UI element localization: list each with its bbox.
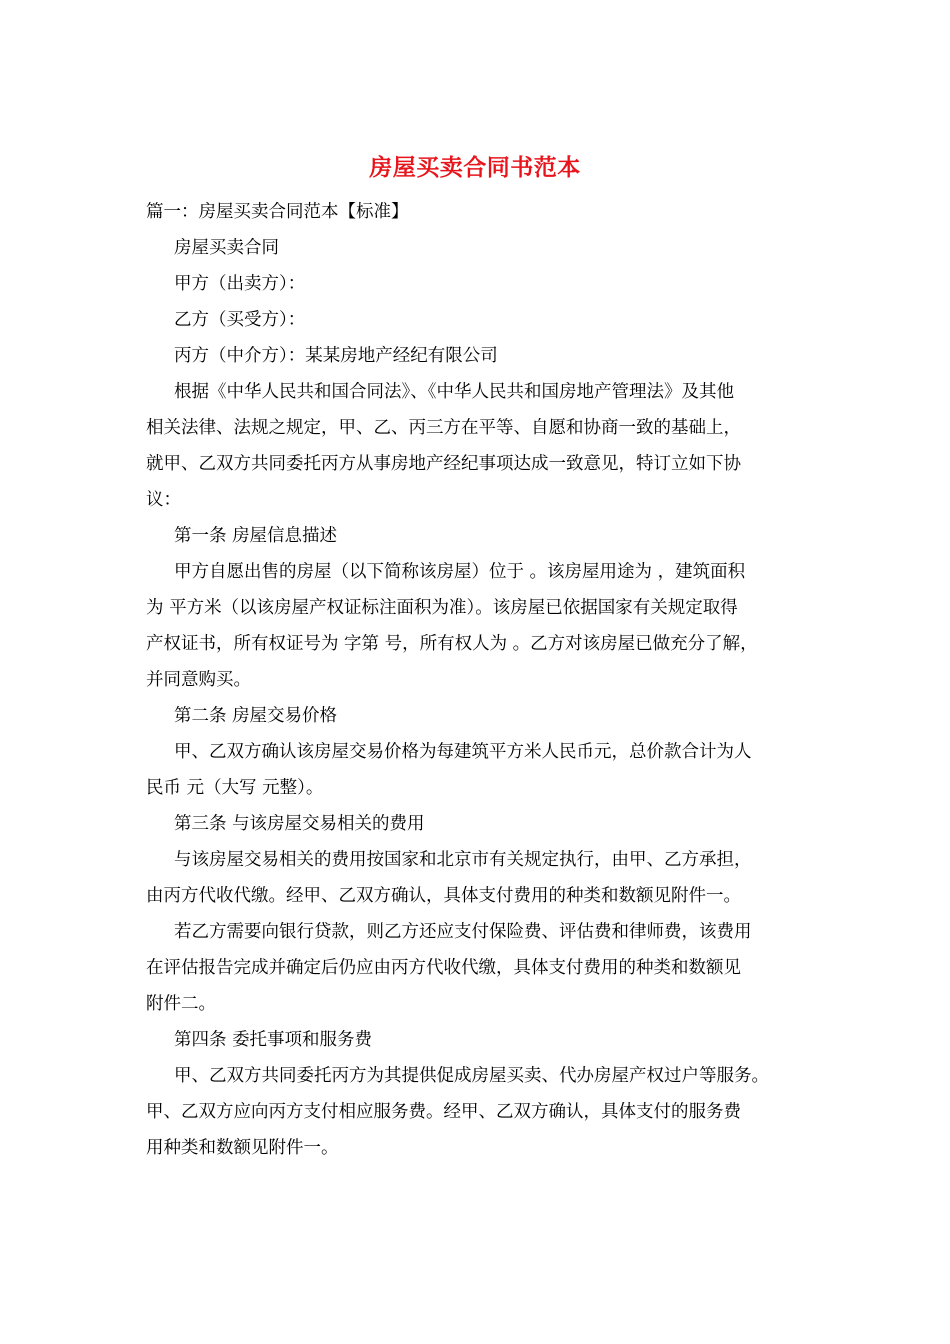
text-line: 并同意购买。 — [146, 670, 251, 690]
text-line: 根据《中华人民共和国合同法》、《中华人民共和国房地产管理法》及其他 — [174, 382, 734, 402]
text-line: 由丙方代收代缴。经甲、乙双方确认，具体支付费用的种类和数额见附件一。 — [146, 886, 741, 906]
text-line: 甲、乙双方共同委托丙方为其提供促成房屋买卖、代办房屋产权过户等服务。 — [174, 1066, 769, 1086]
text-line: 第四条 委托事项和服务费 — [174, 1030, 373, 1050]
text-line: 甲、乙双方应向丙方支付相应服务费。经甲、乙双方确认，具体支付的服务费 — [146, 1102, 741, 1122]
text-line: 民币 元（大写 元整）。 — [146, 778, 324, 798]
text-line: 相关法律、法规之规定，甲、乙、丙三方在平等、自愿和协商一致的基础上， — [146, 418, 741, 438]
text-line: 第二条 房屋交易价格 — [174, 706, 338, 726]
text-line: 附件二。 — [146, 994, 216, 1014]
text-line: 篇一：房屋买卖合同范本【标准】 — [146, 202, 409, 222]
text-line: 第一条 房屋信息描述 — [174, 526, 338, 546]
document-title: 房屋买卖合同书范本 — [369, 154, 581, 181]
text-line: 就甲、乙双方共同委托丙方从事房地产经纪事项达成一致意见，特订立如下协 — [146, 454, 741, 474]
text-line: 为 平方米（以该房屋产权证标注面积为准）。该房屋已依据国家有关规定取得 — [146, 598, 738, 618]
text-line: 与该房屋交易相关的费用按国家和北京市有关规定执行，由甲、乙方承担， — [174, 850, 752, 870]
text-line: 乙方（买受方）： — [174, 310, 306, 330]
text-line: 第三条 与该房屋交易相关的费用 — [174, 814, 425, 834]
text-line: 议： — [146, 490, 181, 510]
text-line: 房屋买卖合同 — [174, 238, 279, 258]
text-line: 甲方（出卖方）： — [174, 274, 306, 294]
text-line: 若乙方需要向银行贷款，则乙方还应支付保险费、评估费和律师费，该费用 — [174, 922, 752, 942]
text-line: 用种类和数额见附件一。 — [146, 1138, 339, 1158]
text-line: 甲方自愿出售的房屋（以下简称该房屋）位于 。该房屋用途为 ，建筑面积 — [174, 562, 746, 582]
text-line: 在评估报告完成并确定后仍应由丙方代收代缴，具体支付费用的种类和数额见 — [146, 958, 741, 978]
text-line: 丙方（中介方）：某某房地产经纪有限公司 — [174, 346, 498, 366]
document-body — [146, 194, 826, 1166]
text-line: 甲、乙双方确认该房屋交易价格为每建筑平方米人民币元，总价款合计为人 — [174, 742, 752, 762]
text-line: 产权证书，所有权证号为 字第 号，所有权人为 。乙方对该房屋已做充分了解， — [146, 634, 758, 654]
